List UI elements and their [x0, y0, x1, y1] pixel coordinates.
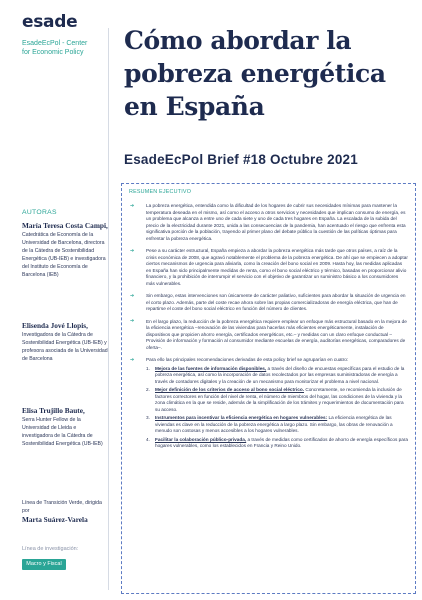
author-name: Elisa Trujillo Baute, — [22, 406, 85, 415]
author-name: María Teresa Costa Campi, — [22, 221, 108, 230]
arrow-icon: ➔ — [130, 202, 135, 209]
column-divider — [108, 28, 109, 590]
author-2 — [22, 321, 108, 363]
item-title: Facilitar la colaboración público-privada, — [155, 436, 247, 442]
item-number: 1. — [146, 365, 150, 371]
center-name-line-1: EsadeEcPol - Center — [22, 40, 88, 47]
coordination-label: Línea de Transición Verde, dirigida por — [22, 500, 102, 514]
coordination — [22, 500, 108, 524]
author-name: Elisenda Jové Llopis, — [22, 321, 88, 330]
summary-paragraph — [129, 203, 408, 242]
item-number: 2. — [146, 387, 150, 392]
item-text: a través de medidas como certificados de ahorro de energía específicos para hogares vulnerables, como los establecidos en Francia y Reino Unido. — [155, 436, 408, 448]
arrow-icon: ➔ — [130, 292, 135, 299]
item-title: Mejora de las fuentes de información disponibles, — [155, 365, 267, 371]
arrow-icon: ➔ — [130, 247, 135, 254]
author-1 — [22, 221, 108, 279]
recommendation-item — [146, 387, 408, 413]
item-number: 4. — [146, 436, 150, 442]
recommendation-item — [146, 415, 408, 435]
item-text: La eficiencia energética de las viviendas es clave en la reducción de la pobreza energética a largo plazo. Sin embargo, las obras de renovación a menudo son costosas y menos accesibles a los hogares vulnerables. — [155, 415, 393, 433]
item-title: Instrumentos para incentivar la eficiencia energética en hogares vulnerables: — [155, 415, 328, 420]
item-number: 3. — [146, 415, 150, 420]
author-3 — [22, 406, 108, 448]
arrow-icon: ➔ — [130, 356, 135, 363]
paragraph-text: Sin embargo, estas intervenciones son únicamente de carácter paliativo, suficientes para abordar la situación de urgencia en el corto plazo. Además, parte del coste recae ahora sobre las propias comercializadoras de energía eléctrica, que han de repartirse el coste del bono social eléctrico en función del número de clientes. — [146, 293, 406, 311]
sidebar — [0, 0, 107, 600]
summary-paragraph — [129, 248, 408, 287]
author-affiliation: Investigadora de la Cátedra de Sostenibilidad Energética (UB-IEB) y profesora asociada de la Universidad de Barcelona — [22, 332, 108, 362]
recommendations — [129, 357, 408, 450]
executive-summary — [121, 183, 416, 594]
summary-paragraph — [129, 319, 408, 352]
item-text: Concretamente, se recomienda la inclusión de factores correctores en función del nivel de renta, el número de miembros del hogar, las condiciones de la vivienda y la zona climática en la que se reside, además de la simplificación de los trámites y requerimientos de documentación para su acceso. — [155, 387, 404, 412]
esade-logo: esade — [22, 12, 78, 32]
authors-heading: AUTORAS — [22, 209, 57, 216]
coordinator-name: Marta Suárez-Varela — [22, 515, 88, 524]
page-title: Cómo abordar la pobreza energética en España — [124, 26, 386, 121]
center-name — [22, 40, 107, 57]
paragraph-text: La pobreza energética, entendida como la dificultad de los hogares de cubrir sus necesidades mínimas para mantener la temperatura deseada en el mismo, así como el acceso a otros servicios y necesidades que implican consumo de energía, es un problema que alcanza a entre uno de cada siete y uno de cada tres hogares en España. La escalada de la subida del precio de la electricidad durante 2021, unida a las consecuencias de la pandemia, han acentuado el riesgo que enfrenta esta significativa porción de la población, trayendo al primer plano del debate público la cuestión de las políticas óptimas para enfrentar la pobreza energética. — [146, 203, 406, 241]
summary-heading: RESUMEN EJECUTIVO — [129, 189, 192, 195]
brief-number: EsadeEcPol Brief #18 Octubre 2021 — [124, 152, 358, 167]
paragraph-text: Pese a su carácter estructural, España empieza a abordar la pobreza energética más tarde que otros países, a raíz de la crisis económica de 2008, que agravó notablemente el problema de la pobreza energética. De ahí que se empiecen a adoptar ciertos mecanismos de urgencia para aliviarla, como la creación del bono social en 2009. Hasta hoy, las medidas aplicadas en España han sido principalmente medidas de renta, como el bono social eléctrico y térmico, basadas en proporcionar alivio financiero, y la prohibición de interrumpir el servicio con el objetivo de garantizar un suministro básico a los consumidores más vulnerables. — [146, 248, 408, 286]
research-line-badge: Macro y Fiscal — [22, 559, 66, 570]
recommendation-item — [146, 437, 408, 450]
center-name-line-2: for Economic Policy — [22, 48, 84, 56]
research-line-label: Línea de investigación: — [22, 546, 79, 552]
summary-paragraph — [129, 293, 408, 313]
author-affiliation: Catedrática de Economía de la Universidad de Barcelona, directora de la Cátedra de Sostenibilidad Energética (UB-IEB) e investigadora del Instituto de Economía de Barcelona (IEB) — [22, 232, 106, 278]
author-affiliation: Serra Hunter Fellow de la Universidad de Lleida e investigadora de la Cátedra de Sostenibilidad Energética (UB-IEB) — [22, 417, 103, 447]
arrow-icon: ➔ — [130, 318, 135, 324]
recommendation-item — [146, 366, 408, 386]
paragraph-text: Para ello las principales recomendaciones derivadas de esta policy brief se agruparían en cuatro: — [146, 357, 349, 362]
item-title: Mejor definición de los criterios de acceso al bono social eléctrico. — [155, 387, 305, 392]
paragraph-text: En el largo plazo, la reducción de la pobreza energética requiere emplear un enfoque más estructural basado en la mejora de la eficiencia energética –renovación de las viviendas para hacerlas más eficientes energéticamente, instalación de dispositivos que propicien ahorro energía, certificados energéticos, etc.– y medidas con un claro enfoque conductual –Provisión de información y formación al consumidor mediante escuelas de energía, auditorías energéticas, comparadores de oferta–. — [146, 318, 407, 350]
item-text: a través del diseño de encuestas específicas para el estudio de la pobreza energética, así como la incorporación de datos recolectados por las empresas suministradoras de energía a través de contadores digitales y la creación de un mecanismo para monitorizar el problema a nivel nacional. — [155, 365, 405, 384]
